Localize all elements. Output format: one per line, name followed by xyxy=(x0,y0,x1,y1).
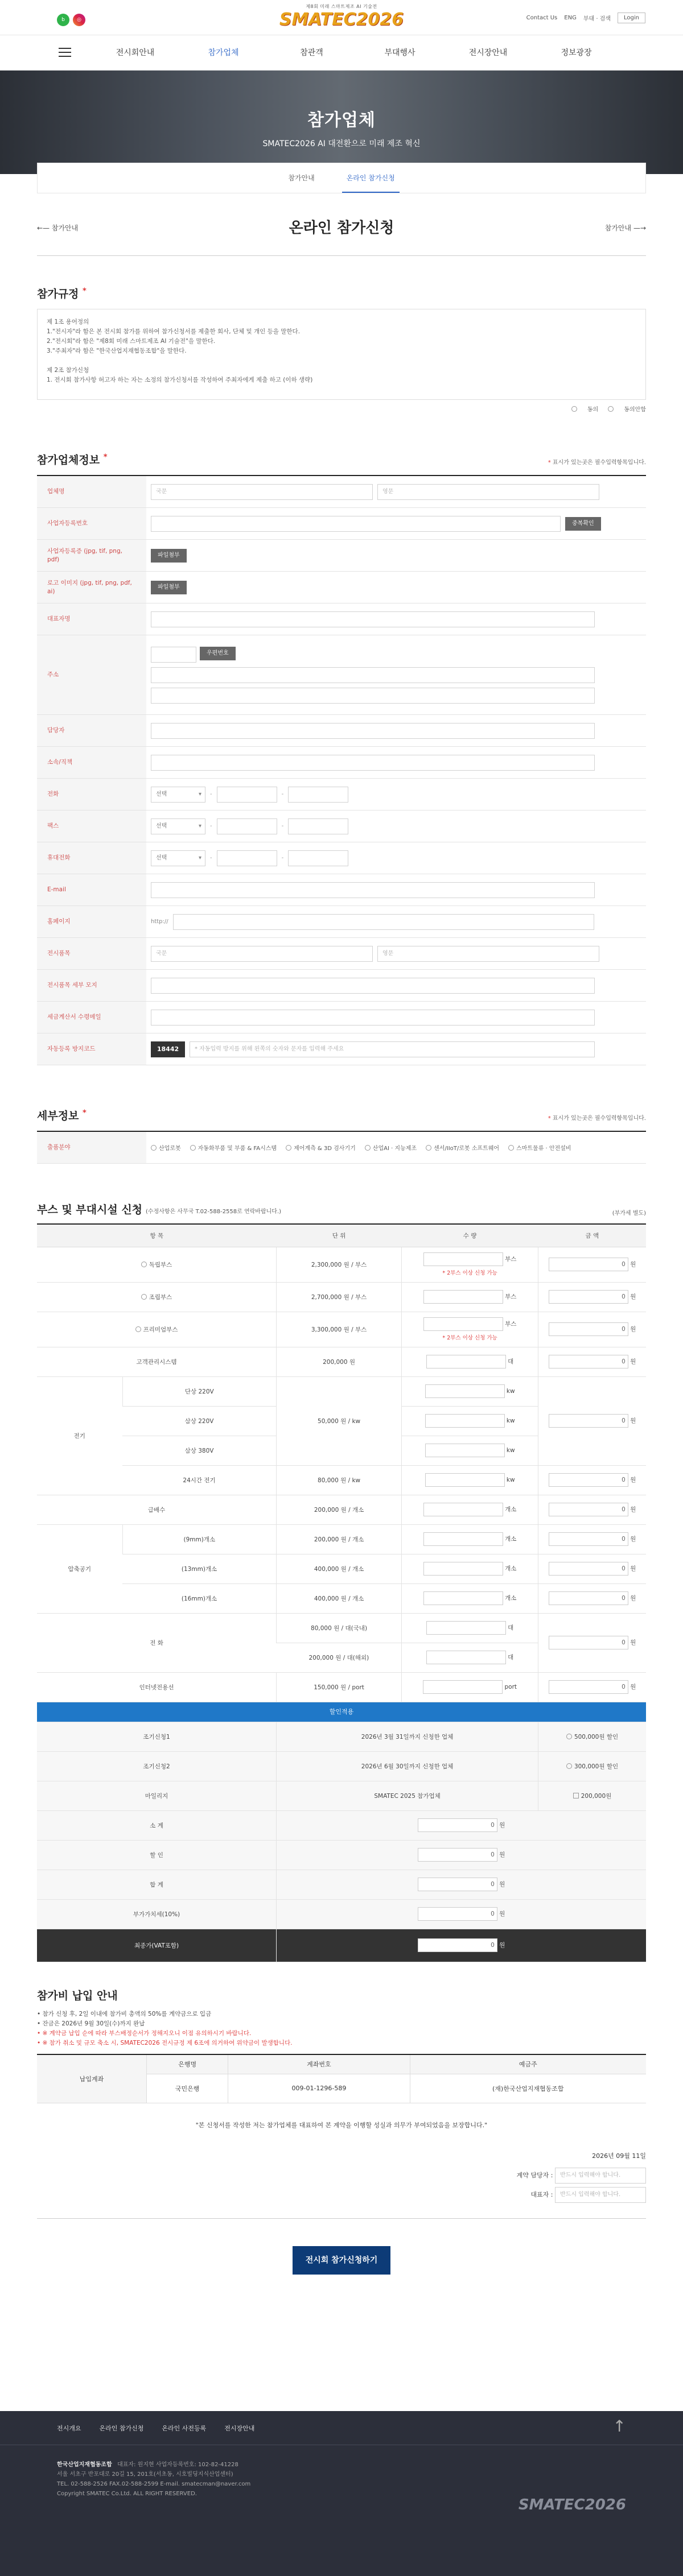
booth-name: 독립부스 xyxy=(149,1261,172,1268)
items-ko-input[interactable]: 국문 xyxy=(151,946,373,962)
category-option[interactable] xyxy=(365,1143,417,1152)
footer-contact: TEL. 02-588-2526 FAX.02-588-2599 E-mail. smatecman@naver.com xyxy=(57,2481,251,2487)
items-detail-input[interactable] xyxy=(151,978,595,994)
qty-unit: kw xyxy=(506,1417,515,1424)
won-unit: 원 xyxy=(630,1417,636,1424)
col-unit: 단 위 xyxy=(277,1224,402,1247)
contact-link[interactable]: Contact Us xyxy=(526,15,558,21)
booth-name: 프리미엄부스 xyxy=(143,1326,178,1333)
disagree-label: 동의안함 xyxy=(624,407,646,413)
qty-unit: 개소 xyxy=(505,1565,517,1572)
items-label: 전시품목 xyxy=(37,938,146,969)
qty-input[interactable] xyxy=(423,1317,503,1331)
sign-date: 2026년 09월 11일 xyxy=(592,2152,646,2160)
won-unit: 원 xyxy=(630,1261,636,1268)
air-unit: 400,000 원 / 개소 xyxy=(277,1583,402,1613)
email-input[interactable] xyxy=(151,882,595,898)
dept-label: 소속/직책 xyxy=(37,747,146,778)
detail-form xyxy=(37,1131,646,1164)
ceo-label: 대표자명 xyxy=(37,603,146,635)
detail-heading: 세부정보 * * 표시가 있는곳은 필수입력항목입니다. xyxy=(37,1109,646,1122)
booth-unit: 3,300,000 원 / 부스 xyxy=(277,1312,402,1347)
category-option-label: 산업로봇 xyxy=(159,1146,181,1152)
booth-table xyxy=(37,1223,646,1962)
agree-label: 동의 xyxy=(587,407,599,413)
bizno-label: 사업자등록번호 xyxy=(37,508,146,539)
nav-item-events[interactable]: 부대행사 xyxy=(384,48,415,57)
scroll-top-icon[interactable]: ↑ xyxy=(612,2417,626,2436)
company-name-label: 업체명 xyxy=(37,476,146,507)
payment-note: 참가 신청 후, 2일 이내에 참가비 총액의 50%를 계약금으로 입금 xyxy=(42,2010,212,2017)
fax-last-input[interactable] xyxy=(288,818,348,834)
col-qty: 수 량 xyxy=(402,1224,538,1247)
discount-bar: 할인적용 xyxy=(37,1702,646,1722)
booth-heading xyxy=(37,1201,646,1217)
qty-input[interactable] xyxy=(423,1591,503,1605)
qty-unit: 개소 xyxy=(505,1595,517,1602)
amount-field: 0 xyxy=(549,1414,628,1428)
manager-input[interactable] xyxy=(151,723,595,739)
detail-required-note: * 표시가 있는곳은 필수입력항목입니다. xyxy=(548,1115,646,1122)
mobile-select[interactable]: 선택 ▾ xyxy=(151,850,205,866)
category-option[interactable] xyxy=(190,1143,277,1152)
terms-box[interactable] xyxy=(37,309,646,400)
sub-tabs xyxy=(37,163,646,193)
submit-button[interactable]: 전시회 참가신청하기 xyxy=(293,2246,390,2275)
qty-unit: port xyxy=(504,1684,517,1690)
amount-field: 0 xyxy=(549,1258,628,1271)
vat-label: 부가가치세(10%) xyxy=(37,1899,277,1929)
login-button[interactable]: Login xyxy=(618,13,645,23)
footer-org: 한국산업지재협동조합 xyxy=(57,2462,112,2468)
won-unit: 원 xyxy=(630,1358,636,1365)
qty-input[interactable] xyxy=(426,1621,506,1635)
bizcert-file-button[interactable]: 파일첨부 xyxy=(151,549,187,563)
prev-link[interactable]: ←— 참가안내 xyxy=(37,224,79,232)
homepage-input[interactable] xyxy=(173,914,594,930)
discount-total-label: 할 인 xyxy=(37,1840,277,1870)
nav-item-info[interactable]: 정보광장 xyxy=(561,48,592,57)
payment-notes: • 참가 신청 후, 2일 이내에 참가비 총액의 50%를 계약금으로 입금 • 잔금은 2026년 9월 30일(수)까지 완납 • ※ 계약금 납입 순에 따라 부스배정순서가 정해지오니 이점 유의하시기 바랍니다. • ※ 참가 취소 및 규모 축소 시, SMATEC2026 전시규정 제 6조에 의거하여 위약금이 발생합니다. xyxy=(37,2010,293,2046)
fax-label: 팩스 xyxy=(37,811,146,842)
email-label: E-mail xyxy=(37,874,146,905)
zipcode-input[interactable] xyxy=(151,647,196,663)
tab-guide[interactable]: 참가안내 xyxy=(288,174,315,182)
tax-email-input[interactable] xyxy=(151,1010,595,1026)
power-item: 삼상 220V xyxy=(122,1406,277,1436)
amount-field: 0 xyxy=(549,1562,628,1576)
qty-unit: 부스 xyxy=(505,1321,517,1328)
captcha-input[interactable]: * 자동입력 방지를 위해 왼쪽의 숫자와 문자를 입력해 주세요 xyxy=(190,1041,595,1057)
phone-rental-name: 전 화 xyxy=(37,1613,277,1672)
col-amount: 금 액 xyxy=(538,1224,646,1247)
rental-unit: 80,000 원 / 대(국내) xyxy=(277,1613,402,1643)
won-unit: 원 xyxy=(499,1822,505,1829)
qty-unit: 대 xyxy=(508,1624,514,1631)
captcha-label: 자동등록 방지코드 xyxy=(37,1033,146,1065)
amount-field: 0 xyxy=(549,1636,628,1649)
qty-input[interactable] xyxy=(423,1290,503,1304)
booth-unit: 2,300,000 원 / 부스 xyxy=(277,1247,402,1282)
nav-item-exhibition[interactable]: 전시회안내 xyxy=(116,48,155,57)
amount-field: 0 xyxy=(549,1322,628,1336)
discount-desc: 2026년 6월 30일까지 신청한 업체 xyxy=(277,1751,538,1781)
won-unit: 원 xyxy=(630,1293,636,1300)
booth-name: 조립부스 xyxy=(149,1293,172,1301)
nav-item-exhibitors[interactable]: 참가업체 xyxy=(208,48,239,57)
qty-input[interactable] xyxy=(423,1532,503,1546)
won-unit: 원 xyxy=(630,1595,636,1602)
won-unit: 원 xyxy=(630,1506,636,1513)
air-item: (16mm)개소 xyxy=(122,1583,277,1613)
won-unit: 원 xyxy=(499,1942,505,1949)
qty-unit: 부스 xyxy=(505,1293,517,1300)
footer-link[interactable]: 전시장안내 xyxy=(224,2424,255,2432)
bank-account-label: 납입계좌 xyxy=(37,2055,146,2103)
contract-manager-label: 계약 담당자 : xyxy=(516,2171,553,2179)
subtotal-label: 소 계 xyxy=(37,1810,277,1840)
amount-field: 0 xyxy=(549,1503,628,1516)
qty-unit: 개소 xyxy=(505,1506,517,1513)
subtotal-value: 0 xyxy=(418,1818,497,1832)
won-unit: 원 xyxy=(630,1536,636,1543)
footer-address: 서울 서초구 반포대로 20길 15, 201호(서초동, 시호빌딩지식산업센터) xyxy=(57,2471,233,2478)
page-title: 온라인 참가신청 xyxy=(289,220,394,237)
rental-unit: 200,000 원 / 대(해외) xyxy=(277,1643,402,1672)
terms-line: 2."전시회"라 함은 "제8회 미래 스마트제조 AI 기술전"을 말한다. xyxy=(47,338,216,345)
terms-heading: 참가규정 * xyxy=(37,287,87,300)
internet-unit: 150,000 원 / port xyxy=(277,1672,402,1702)
top-bar xyxy=(0,0,683,35)
booth-row-assembly[interactable] xyxy=(37,1282,277,1312)
qty-unit: kw xyxy=(506,1477,515,1483)
disagree-radio[interactable] xyxy=(608,407,646,413)
amount-field: 0 xyxy=(549,1355,628,1368)
next-link[interactable]: 참가안내 —→ xyxy=(604,224,646,232)
phone-select[interactable]: 선택 ▾ xyxy=(151,787,205,803)
bizno-input[interactable] xyxy=(151,516,561,532)
category-option-label: 센서/IIoT/로봇 소프트웨어 xyxy=(434,1146,500,1152)
discount-name: 마일리지 xyxy=(37,1781,277,1810)
water-name: 급배수 xyxy=(37,1495,277,1524)
mobile-mid-input[interactable] xyxy=(217,850,277,866)
sns-links xyxy=(57,14,85,26)
booth-note: * 2부스 이상 신청 가능 xyxy=(442,1270,497,1276)
bizcert-label: 사업자등록증 (jpg, tif, png, pdf) xyxy=(37,540,146,571)
bank-col: 은행명 xyxy=(147,2055,228,2074)
company-name-en-input[interactable]: 영문 xyxy=(377,484,599,500)
water-unit: 200,000 원 / 개소 xyxy=(277,1495,402,1524)
dup-check-button[interactable]: 중복확인 xyxy=(565,517,601,531)
footer-logo: SMATEC2026 xyxy=(518,2496,626,2513)
qty-input[interactable] xyxy=(425,1384,505,1398)
qty-unit: 개소 xyxy=(505,1536,517,1543)
qty-unit: 부스 xyxy=(505,1256,517,1263)
footer-link[interactable]: 전시개요 xyxy=(57,2424,81,2432)
terms-line: 3."주최자"라 함은 "한국산업지재협동조합"을 말한다. xyxy=(47,348,187,354)
nav-item-venue[interactable]: 전시장안내 xyxy=(468,48,508,57)
company-form: 업체명 국문 영문 사업자등록번호 중복확인 사업자등록증 (jpg, tif, png, pdf) 파일첨부 로고 이미지 (jpg, tif, png, pdf, ai) 파일첨부 대표자명 주소 우편번호 담당자 소속/직책 전화 선택 ▾ - - 팩스 선택 ▾ - - 휴대전화 선택 ▾ - - E-mail 홈페이지 http:// 전시품목 국문 영문 전시품목 세부 모지 세금계산서 수령메일 자동등록 방지코드 18442 * 자동입력 방지를 위해 왼쪽의 숫자와 문자를 입력해 주세요 xyxy=(37,475,646,1065)
air-item: (9mm)개소 xyxy=(122,1524,277,1554)
eng-link[interactable]: ENG xyxy=(564,15,577,21)
next-label: 참가안내 xyxy=(604,224,632,232)
qty-input[interactable] xyxy=(423,1503,503,1516)
air-unit: 400,000 원 / 개소 xyxy=(277,1554,402,1583)
hero-subtitle: SMATEC2026 AI 대전환으로 미래 제조 혁신 xyxy=(262,139,421,148)
hero-banner xyxy=(0,71,683,174)
qty-input[interactable] xyxy=(425,1473,505,1487)
qty-input[interactable] xyxy=(423,1680,503,1694)
won-unit: 원 xyxy=(630,1684,636,1690)
main-nav xyxy=(0,35,683,71)
nav-item-visitors[interactable]: 참관객 xyxy=(300,48,323,57)
zipcode-button[interactable]: 우편번호 xyxy=(200,647,236,660)
footer-nav xyxy=(0,2411,683,2445)
terms-line: 제 2조 참가신청 xyxy=(47,367,89,374)
category-option-label: 제어계측 & 3D 검사기기 xyxy=(294,1146,356,1152)
tax-email-label: 세금계산서 수령메일 xyxy=(37,1002,146,1033)
address-label: 주소 xyxy=(37,635,146,714)
homepage-prefix: http:// xyxy=(151,919,168,925)
agree-radio[interactable] xyxy=(571,407,598,413)
power-name: 전기 xyxy=(37,1376,122,1495)
prev-label: 참가안내 xyxy=(51,224,79,232)
category-option[interactable] xyxy=(426,1143,499,1152)
discount-total-value: 0 xyxy=(418,1848,497,1862)
power-item: 삼상 380V xyxy=(122,1436,277,1465)
mobile-label: 휴대전화 xyxy=(37,842,146,874)
qty-unit: 대 xyxy=(508,1358,514,1365)
qty-input[interactable] xyxy=(426,1355,506,1368)
terms-line: 제 1조 용어정의 xyxy=(47,319,89,325)
bank-name: 국민은행 xyxy=(147,2074,228,2103)
discount-value: 500,000원 할인 xyxy=(574,1733,619,1740)
phone-mid-input[interactable] xyxy=(217,787,277,803)
content xyxy=(37,193,646,2275)
homepage-label: 홈페이지 xyxy=(37,906,146,937)
power-unit: 50,000 원 / kw xyxy=(277,1376,402,1465)
footer xyxy=(0,2411,683,2576)
crm-name: 고객관리시스템 xyxy=(37,1347,277,1376)
booth-title: 부스 및 부대시설 신청 xyxy=(37,1204,143,1216)
captcha-code: 18442 xyxy=(151,1041,185,1057)
bank-account-box xyxy=(37,2054,646,2103)
representative-input[interactable]: 반드시 입력해야 합니다. xyxy=(555,2187,646,2203)
qty-input[interactable] xyxy=(423,1252,503,1266)
qty-input[interactable] xyxy=(423,1562,503,1576)
amount-field: 0 xyxy=(549,1532,628,1546)
terms-line: 1."전시자"라 함은 본 전시회 참가를 위하여 참가신청서를 제출한 회사, 단체 및 개인 등을 말한다. xyxy=(47,328,301,335)
detail-title: 세부정보 xyxy=(37,1110,79,1122)
footer-info1: 대표자: 원지현 사업자등록번호: 102-82-41228 xyxy=(117,2462,238,2468)
payment-note: 잔금은 2026년 9월 30일(수)까지 완납 xyxy=(42,2020,145,2027)
payment-note: ※ 참가 취소 및 규모 축소 시, SMATEC2026 전시규정 제 6조에 의거하여 위약금이 발생합니다. xyxy=(42,2039,293,2046)
category-option-label: 자동화부품 및 부품 & FA시스템 xyxy=(198,1146,277,1152)
discount-option[interactable] xyxy=(538,1722,646,1751)
col-item: 항 목 xyxy=(37,1224,277,1247)
vat-note: (부가세 별도) xyxy=(612,1210,646,1217)
site-logo[interactable] xyxy=(279,3,404,33)
won-unit: 원 xyxy=(630,1326,636,1333)
won-unit: 원 xyxy=(499,1851,505,1858)
pledge-text: "본 신청서를 작성한 저는 참가업체를 대표하여 본 계약을 이행할 성실과 의무가 부여되었음을 보장합니다." xyxy=(195,2121,488,2129)
amount-field: 0 xyxy=(549,1680,628,1694)
vat-value: 0 xyxy=(418,1907,497,1921)
discount-desc: 2026년 3월 31일까지 신청한 업체 xyxy=(277,1722,538,1751)
amount-field: 0 xyxy=(549,1290,628,1304)
signature-block xyxy=(37,2147,646,2205)
footer-info xyxy=(0,2445,683,2499)
payment-note: ※ 계약금 납입 순에 따라 부스배정순서가 정해지오니 이점 유의하시기 바랍니다. xyxy=(42,2029,252,2037)
logo-subtitle: 제8회 미래 스마트제조 AI 기술전 xyxy=(306,4,377,9)
search-link[interactable]: 부대 · 검색 xyxy=(583,16,611,22)
won-unit: 원 xyxy=(630,1477,636,1483)
booth-row-premium[interactable] xyxy=(37,1312,277,1347)
mileage-checkbox[interactable] xyxy=(538,1781,646,1810)
company-name-ko-input[interactable]: 국문 xyxy=(151,484,373,500)
company-heading: 참가업체정보 * * 표시가 있는곳은 필수입력항목입니다. xyxy=(37,453,646,466)
category-option[interactable] xyxy=(508,1143,571,1152)
footer-link[interactable]: 온라인 사전등록 xyxy=(162,2424,207,2432)
agree-options xyxy=(37,404,646,413)
phone-label: 전화 xyxy=(37,779,146,810)
representative-label: 대표자 : xyxy=(530,2190,553,2198)
tab-online-apply[interactable]: 온라인 참가신청 xyxy=(342,163,400,193)
discount-name: 조기신청2 xyxy=(37,1751,277,1781)
total-label: 최종가(VAT포함) xyxy=(37,1929,277,1962)
power-item: 단상 220V xyxy=(122,1376,277,1406)
ceo-input[interactable] xyxy=(151,611,595,627)
contract-manager-input[interactable]: 반드시 입력해야 합니다. xyxy=(555,2168,646,2184)
crm-unit: 200,000 원 xyxy=(277,1347,402,1376)
discount-name: 조기신청1 xyxy=(37,1722,277,1751)
items-detail-label: 전시품목 세부 모지 xyxy=(37,970,146,1001)
air-name: 압축공기 xyxy=(37,1524,122,1613)
discount-value: 300,000원 할인 xyxy=(574,1763,619,1770)
qty-unit: 대 xyxy=(508,1654,514,1661)
won-unit: 원 xyxy=(630,1565,636,1572)
required-note: * 표시가 있는곳은 필수입력항목입니다. xyxy=(548,460,646,466)
category-label: 출품분야 xyxy=(37,1132,146,1163)
qty-unit: kw xyxy=(506,1388,515,1395)
internet-name: 인터넷전용선 xyxy=(37,1672,277,1702)
power-unit-24: 80,000 원 / kw xyxy=(277,1465,402,1495)
menu-icon[interactable] xyxy=(59,48,71,57)
fax-mid-input[interactable] xyxy=(217,818,277,834)
qty-unit: kw xyxy=(506,1447,515,1454)
holder-col: 예금주 xyxy=(410,2055,646,2074)
booth-note: * 2부스 이상 신청 가능 xyxy=(442,1335,497,1341)
account-holder: (재)한국산업지재협동조합 xyxy=(410,2074,646,2103)
logo-text: SMATEC2026 xyxy=(279,10,404,30)
air-item: (13mm)개소 xyxy=(122,1554,277,1583)
footer-link[interactable]: 온라인 참가신청 xyxy=(99,2424,144,2432)
booth-unit: 2,700,000 원 / 부스 xyxy=(277,1282,402,1312)
amount-field: 0 xyxy=(549,1473,628,1487)
account-number: 009-01-1296-589 xyxy=(228,2074,410,2103)
won-unit: 원 xyxy=(499,1911,505,1917)
won-unit: 원 xyxy=(630,1639,636,1646)
qty-input[interactable] xyxy=(426,1651,506,1664)
mobile-last-input[interactable] xyxy=(288,850,348,866)
category-option-label: 스마트물류 · 안전설비 xyxy=(516,1146,571,1152)
logo-label: 로고 이미지 (jpg, tif, png, pdf, ai) xyxy=(37,572,146,603)
qty-input[interactable] xyxy=(425,1414,505,1428)
won-unit: 원 xyxy=(499,1881,505,1888)
address2-input[interactable] xyxy=(151,688,595,704)
instagram-icon[interactable]: ◎ xyxy=(73,14,85,26)
detail-required-text: 표시가 있는곳은 필수입력항목입니다. xyxy=(552,1115,646,1122)
company-title: 참가업체정보 xyxy=(37,454,100,466)
discount-desc: SMATEC 2025 참가업체 xyxy=(277,1781,538,1810)
address1-input[interactable] xyxy=(151,667,595,683)
terms-line: 1. 전시회 참가사항 허고자 하는 자는 소정의 참가신청서를 작성하여 주최자에게 제출 하고 (이하 생략) xyxy=(47,377,313,383)
fax-select[interactable]: 선택 ▾ xyxy=(151,818,205,834)
top-links xyxy=(526,13,645,23)
amount-field: 0 xyxy=(549,1591,628,1605)
sum-value: 0 xyxy=(418,1878,497,1891)
booth-hint: (수정사항은 사무국 T.02-588-2558로 연락바랍니다.) xyxy=(146,1209,282,1215)
total-value: 0 xyxy=(418,1938,497,1952)
items-en-input[interactable]: 영문 xyxy=(377,946,599,962)
category-option-label: 산업AI · 지능제조 xyxy=(372,1146,417,1152)
sum-label: 합 계 xyxy=(37,1870,277,1899)
discount-option[interactable] xyxy=(538,1751,646,1781)
phone-last-input[interactable] xyxy=(288,787,348,803)
dept-input[interactable] xyxy=(151,755,595,771)
account-col: 계좌번호 xyxy=(228,2055,410,2074)
terms-title: 참가규정 xyxy=(37,288,79,300)
category-option[interactable] xyxy=(286,1143,356,1152)
air-unit: 200,000 원 / 개소 xyxy=(277,1524,402,1554)
logo-file-button[interactable]: 파일첨부 xyxy=(151,581,187,594)
footer-copyright: Copyright SMATEC Co.Ltd. ALL RIGHT RESERVED. xyxy=(57,2491,197,2497)
manager-label: 담당자 xyxy=(37,715,146,746)
blog-icon[interactable]: b xyxy=(57,14,69,26)
discount-value: 200,000원 xyxy=(581,1792,612,1800)
page-title-bar xyxy=(37,193,646,256)
payment-heading: 참가비 납입 안내 xyxy=(37,1989,118,2002)
required-note-text: 표시가 있는곳은 필수입력항목입니다. xyxy=(552,460,646,466)
qty-input[interactable] xyxy=(425,1444,505,1457)
hero-title: 참가업체 xyxy=(307,110,376,130)
power-item: 24시간 전기 xyxy=(122,1465,277,1495)
booth-row-independent[interactable] xyxy=(37,1247,277,1282)
category-option[interactable] xyxy=(151,1143,181,1152)
